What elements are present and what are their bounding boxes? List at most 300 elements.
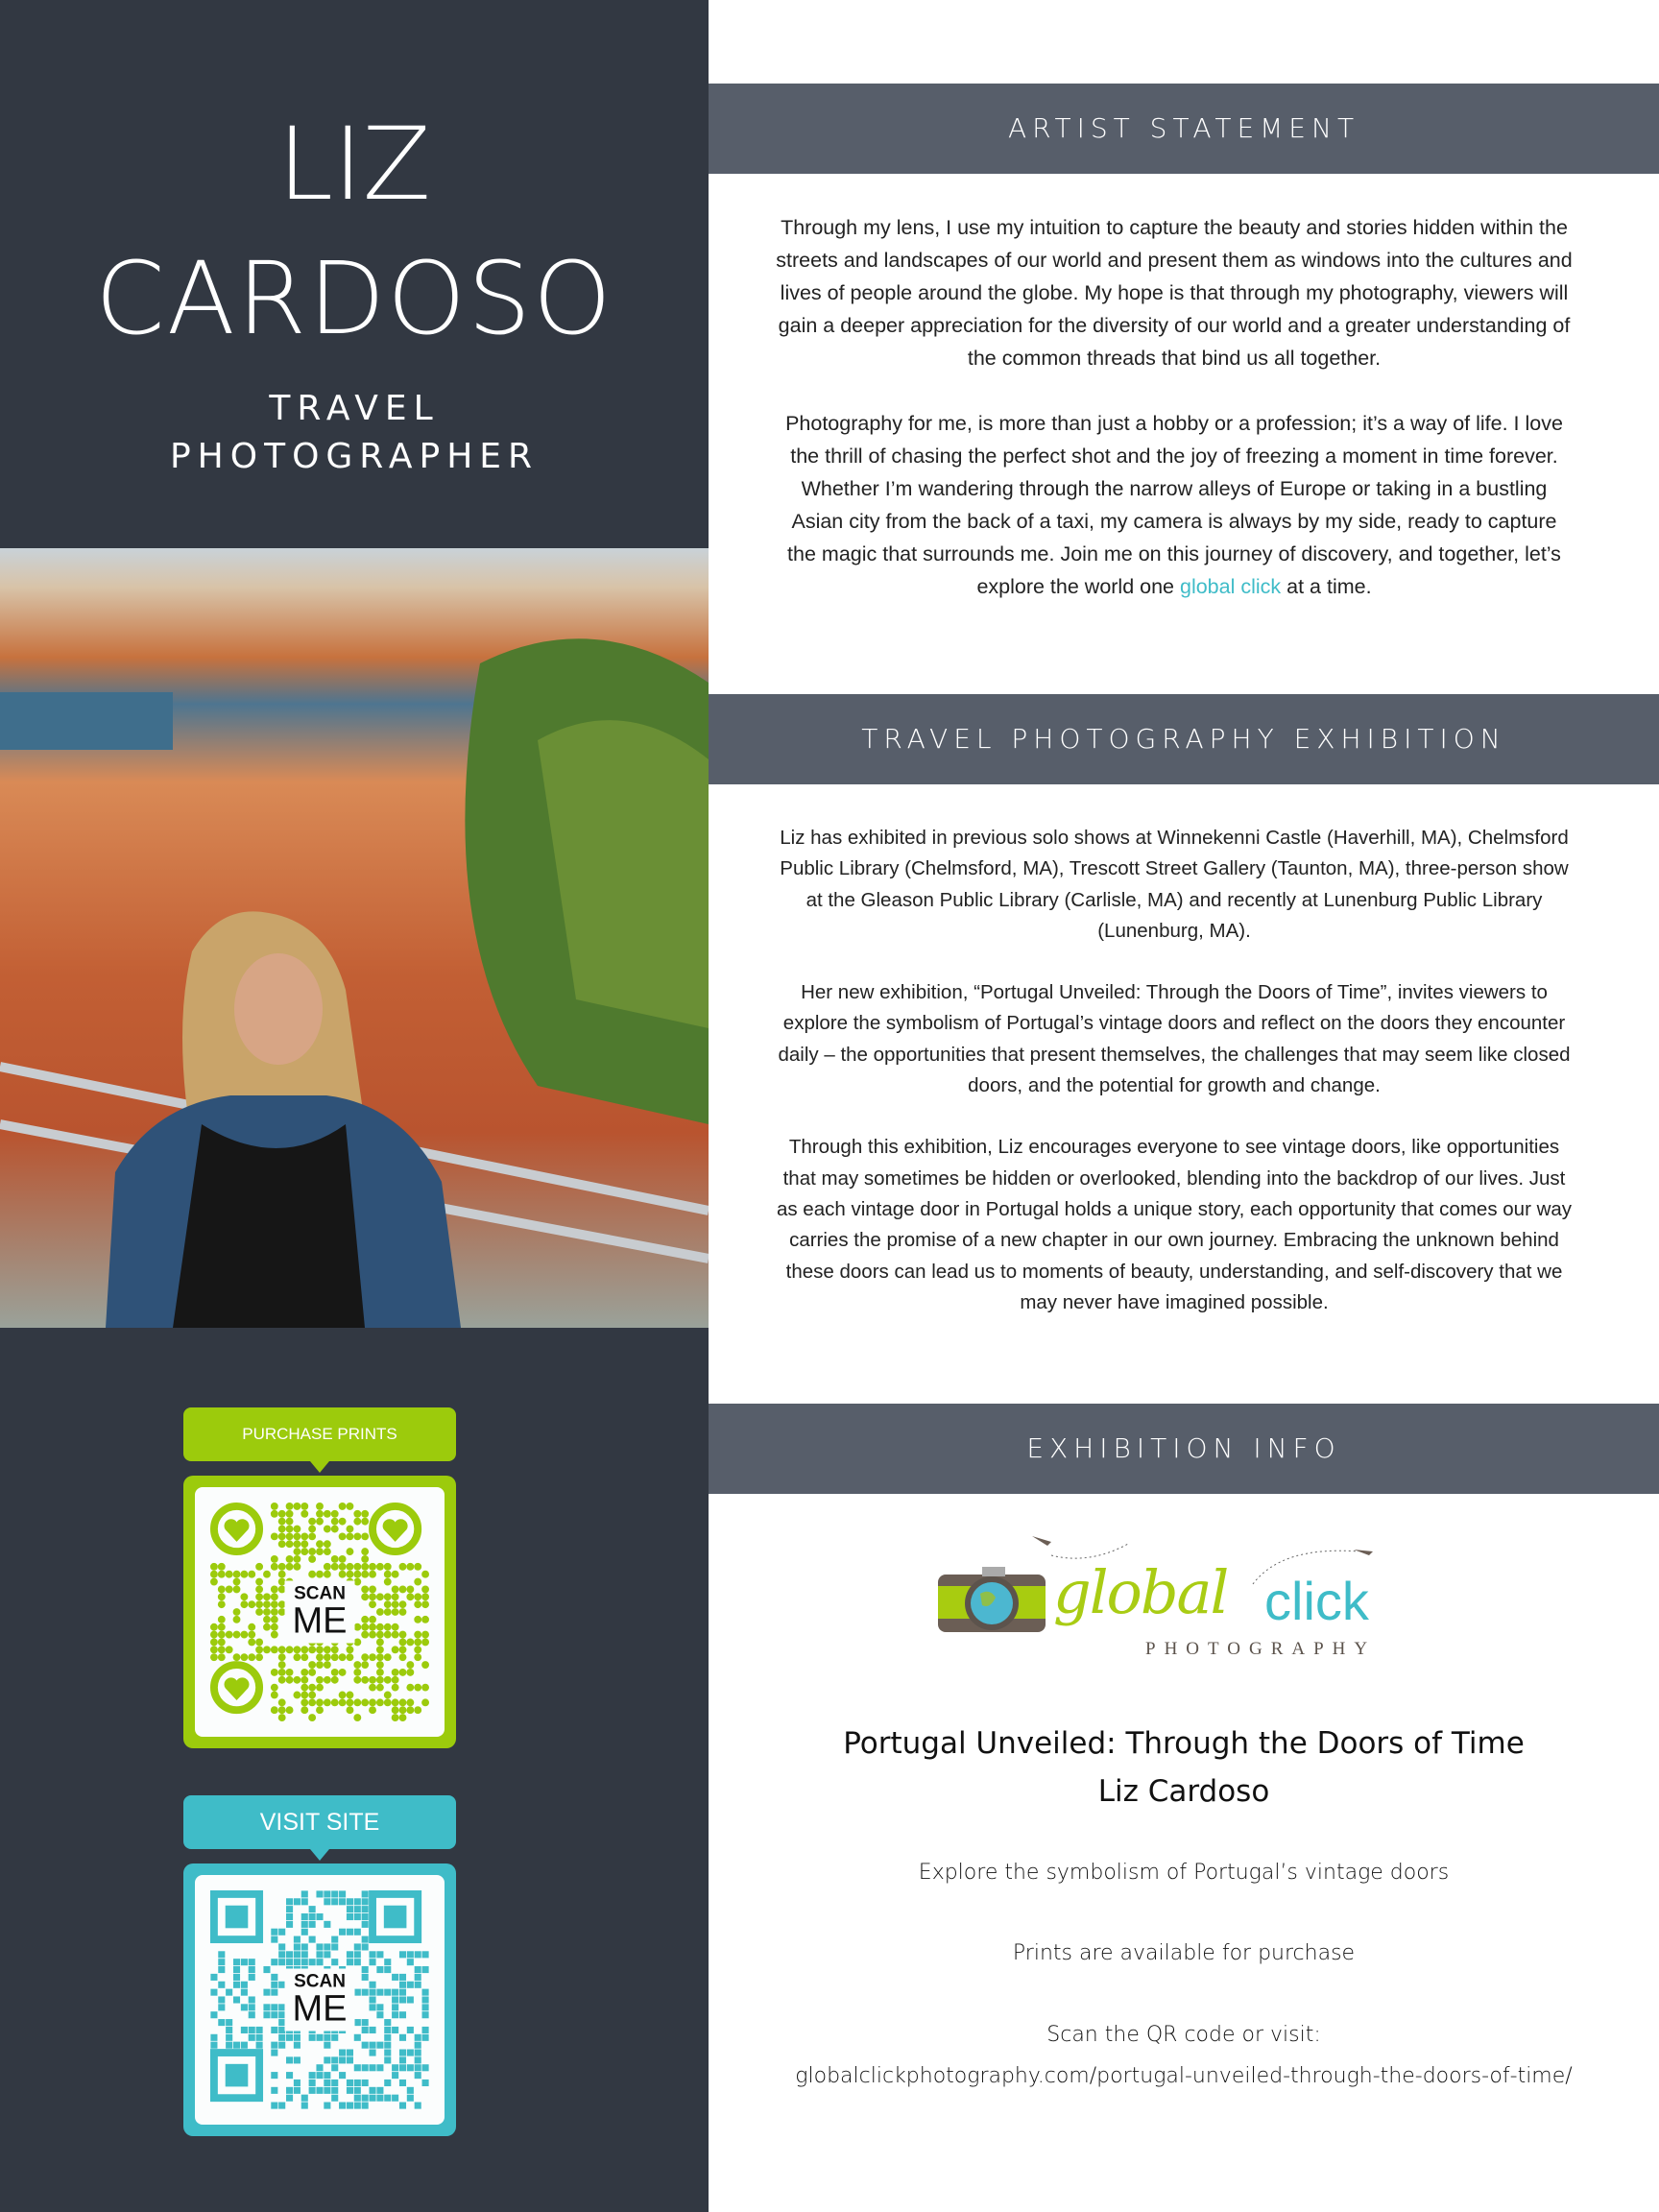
qr-module (392, 1698, 399, 1706)
qr-module (271, 1631, 278, 1639)
qr-module (384, 1600, 392, 1608)
qr-module (226, 2019, 232, 2026)
qr-module (384, 1959, 391, 1965)
qr-module (248, 1623, 255, 1631)
qr-module (407, 2027, 414, 2033)
qr-module (309, 1913, 316, 1920)
qr-module (308, 1692, 316, 1699)
qr-module (354, 1951, 361, 1958)
qr-module (316, 1571, 324, 1578)
qr-module (369, 1593, 376, 1600)
visit-site-label: VISIT SITE (183, 1795, 456, 1849)
qr-module (347, 1571, 354, 1578)
qr-module (414, 1600, 421, 1608)
qr-module (240, 1653, 248, 1661)
qr-module (362, 1936, 369, 1943)
qr-module (324, 2072, 330, 2079)
qr-module (263, 1600, 271, 1608)
qr-module (415, 2064, 421, 2071)
qr-module (271, 1692, 278, 1699)
qr-module (218, 1996, 225, 2003)
qr-module (331, 1959, 338, 1965)
qr-module (218, 1616, 226, 1623)
qr-module (361, 1555, 369, 1563)
exhibit-url-link[interactable]: globalclickphotography.com/portugal-unveiled-through-the-doors-of-time/ (795, 2064, 1573, 2088)
qr-module (271, 1563, 278, 1571)
qr-module (278, 1706, 286, 1714)
qr-module (376, 1698, 384, 1706)
qr-module (369, 2042, 375, 2049)
qr-module (301, 2103, 308, 2109)
qr-module (301, 1646, 308, 1653)
qr-module (407, 1959, 414, 1965)
qr-module (347, 1951, 353, 1958)
qr-module (331, 2056, 338, 2063)
qr-module (249, 2034, 255, 2041)
qr-module (286, 1676, 294, 1684)
qr-module (421, 1593, 429, 1600)
qr-module (362, 2095, 369, 2102)
qr-module (316, 1503, 324, 1510)
global-click-link[interactable]: global click (1179, 575, 1282, 598)
qr-module (414, 1616, 421, 1623)
qr-module (407, 1996, 414, 2003)
qr-module (308, 1646, 316, 1653)
artist-last-name: CARDOSO (95, 240, 613, 357)
qr-module (210, 2011, 217, 2018)
qr-module (369, 1563, 376, 1571)
qr-module (369, 1600, 376, 1608)
qr-module (308, 1532, 316, 1540)
qr-module (392, 1623, 399, 1631)
qr-module (278, 1698, 286, 1706)
qr-module (324, 1898, 330, 1905)
left-panel (0, 0, 709, 2212)
qr-module (331, 1563, 339, 1571)
qr-module (324, 1526, 331, 1533)
qr-module (324, 1943, 330, 1950)
qr-module (249, 1966, 255, 1973)
artist-statement-header: ARTIST STATEMENT (709, 84, 1659, 174)
qr-module (316, 1959, 323, 1965)
qr-module (271, 1585, 278, 1593)
qr-module (384, 2034, 391, 2041)
qr-module (331, 1653, 339, 1661)
qr-module (399, 1639, 407, 1647)
qr-module (399, 2056, 406, 2063)
qr-module (271, 2042, 277, 2049)
qr-module (255, 1653, 263, 1661)
qr-module (316, 2064, 323, 2071)
qr-module (361, 1518, 369, 1526)
qr-module (324, 2034, 330, 2041)
qr-module (331, 1669, 339, 1676)
qr-module (286, 1646, 294, 1653)
qr-module (392, 1989, 398, 1996)
qr-module (271, 2004, 277, 2010)
qr-module (324, 1653, 331, 1661)
qr-module (361, 1676, 369, 1684)
qr-finder-icon (214, 1665, 259, 1710)
qr-module (241, 2004, 248, 2010)
visit-site-qr-code[interactable] (183, 1863, 456, 2136)
qr-module (399, 1631, 407, 1639)
qr-module (414, 1653, 421, 1661)
qr-module (422, 2064, 429, 2071)
qr-module (293, 1532, 301, 1540)
qr-module (331, 2064, 338, 2071)
me-text: ME (292, 1988, 348, 2030)
qr-module (309, 1921, 316, 1928)
qr-module (331, 1510, 339, 1518)
qr-module (339, 1571, 347, 1578)
qr-module (392, 2011, 398, 2018)
qr-module (361, 1616, 369, 1623)
qr-module (414, 1563, 421, 1571)
statement-text: Photography for me, is more than just a hobby or a profession; it’s a way of life. I love the thrill of chasing the perfect shot and the joy of freezing a moment in time forever. Whether I’m wandering through the narrow alleys of Europe or taking in a bustling Asian city from the back of a taxi, my camera is always by my side, ready to capture the magic that surrounds me. Join me on this journey of discovery, and together, let’s explore the world one (785, 412, 1563, 598)
exhibition-paragraph: Her new exhibition, “Portugal Unveiled: Through the Doors of Time”, invites viewers to explore the symbolism of Portugal’s vintage doors and reflect on the doors they encounter daily – the opportunities that present themselves, the challenges that may seem like closed doors, and the potential for growth and change. (778, 981, 1571, 1097)
qr-module (256, 2034, 263, 2041)
qr-module (347, 2103, 353, 2109)
qr-module (392, 2072, 398, 2079)
qr-module (362, 1913, 369, 1920)
qr-module (271, 1989, 277, 1996)
qr-module (210, 1989, 217, 1996)
qr-module (241, 1989, 248, 1996)
qr-module (293, 1563, 301, 1571)
qr-module (331, 1698, 339, 1706)
qr-module (301, 1503, 308, 1510)
qr-module (369, 2064, 375, 2071)
qr-module (369, 1698, 376, 1706)
qr-module (339, 1563, 347, 1571)
qr-module (294, 2087, 301, 2094)
qr-module (339, 1555, 347, 1563)
qr-module (406, 1593, 414, 1600)
qr-module (331, 1898, 338, 1905)
qr-module (324, 1646, 331, 1653)
qr-module (278, 1653, 286, 1661)
qr-module (399, 1714, 407, 1721)
qr-module (233, 1653, 241, 1661)
qr-module (339, 1518, 347, 1526)
qr-module (353, 1714, 361, 1721)
qr-module (376, 1669, 384, 1676)
qr-module (354, 2034, 361, 2041)
qr-module (210, 1578, 218, 1586)
qr-module (218, 1600, 226, 1608)
qr-module (248, 1600, 255, 1608)
qr-module (233, 2042, 240, 2049)
qr-module (233, 1578, 241, 1586)
qr-module (415, 1966, 421, 1973)
qr-module (339, 1503, 347, 1510)
qr-module (286, 1959, 293, 1965)
qr-module (376, 1646, 384, 1653)
qr-module (286, 2095, 293, 2102)
qr-module (369, 1684, 376, 1692)
scan-text: SCAN (294, 1583, 346, 1604)
qr-module (399, 2103, 406, 2109)
qr-module (414, 1631, 421, 1639)
qr-module (293, 1503, 301, 1510)
qr-module (347, 1692, 354, 1699)
qr-module (308, 1714, 316, 1721)
qr-module (226, 1571, 233, 1578)
qr-module (301, 1913, 308, 1920)
qr-module (278, 1540, 286, 1548)
qr-module (294, 2056, 301, 2063)
qr-finder-icon (373, 1506, 418, 1551)
qr-module (286, 1706, 294, 1714)
qr-module (347, 1653, 354, 1661)
qr-module (415, 1951, 421, 1958)
exhibition-header: TRAVEL PHOTOGRAPHY EXHIBITION (709, 694, 1659, 784)
qr-module (362, 1974, 369, 1981)
qr-module (354, 2019, 361, 2026)
qr-module (376, 2064, 383, 2071)
qr-module (392, 1706, 399, 1714)
qr-module (362, 1898, 369, 1905)
qr-module (294, 1959, 301, 1965)
purchase-prints-qr-code[interactable] (183, 1476, 456, 1748)
qr-module (376, 2042, 383, 2049)
qr-module (271, 1929, 277, 1936)
logo-click-text: click (1264, 1571, 1369, 1631)
qr-module (218, 2004, 225, 2010)
qr-module (421, 1616, 429, 1623)
qr-module (309, 1936, 316, 1943)
qr-module (255, 1600, 263, 1608)
artist-subtitle: TRAVEL (269, 389, 440, 428)
qr-module (301, 1706, 308, 1714)
qr-module (294, 1951, 301, 1958)
qr-module (286, 1510, 294, 1518)
me-text: ME (292, 1600, 348, 1642)
qr-module (376, 2087, 383, 2094)
exhibition-paragraph: Through this exhibition, Liz encourages everyone to see vintage doors, like opportunities that may sometimes be hidden or overlooked, blending into the backdrop of our lives. Just as each vintage door in Portugal holds a unique story, each opportunity that comes our way carries the promise of a new chapter in our own journey. Embracing the unknown behind these doors can lead us to moments of beauty, understanding, and self-discovery that we may never have imagined possible. (776, 1136, 1573, 1313)
qr-module (384, 1692, 392, 1699)
qr-module (414, 1684, 421, 1692)
qr-module (407, 2064, 414, 2071)
qr-module (354, 2095, 361, 2102)
qr-module (353, 1661, 361, 1669)
qr-module (369, 1623, 376, 1631)
qr-module (353, 1563, 361, 1571)
qr-module (353, 1676, 361, 1684)
qr-module (324, 1698, 331, 1706)
qr-module (286, 1532, 294, 1540)
qr-module (339, 2049, 346, 2056)
qr-module (294, 1936, 301, 1943)
qr-module (399, 1585, 407, 1593)
qr-module (233, 1966, 240, 1973)
qr-module (354, 2087, 361, 2094)
qr-module (353, 1669, 361, 1676)
qr-module (362, 2103, 369, 2109)
qr-module (233, 1959, 240, 1965)
qr-module (324, 2087, 330, 2094)
qr-module (248, 1631, 255, 1639)
qr-module (339, 1653, 347, 1661)
scan-text: SCAN (294, 1971, 346, 1992)
qr-module (218, 1982, 225, 1988)
qr-module (331, 1943, 338, 1950)
qr-module (293, 1540, 301, 1548)
qr-module (384, 2027, 391, 2033)
qr-module (248, 1653, 255, 1661)
qr-module (316, 1698, 324, 1706)
qr-module (241, 1959, 248, 1965)
qr-module (316, 1913, 323, 1920)
qr-module (399, 1563, 407, 1571)
qr-finder-icon (214, 1894, 259, 1939)
qr-module (301, 1898, 308, 1905)
qr-module (308, 1548, 316, 1555)
qr-module (309, 2034, 316, 2041)
qr-module (293, 1548, 301, 1555)
qr-module (353, 1639, 361, 1647)
qr-module (392, 2027, 398, 2033)
qr-module (415, 2072, 421, 2079)
qr-module (339, 2103, 346, 2109)
qr-module (218, 1593, 226, 1600)
qr-module (218, 1639, 226, 1647)
qr-module (392, 1684, 399, 1692)
qr-module (301, 2095, 308, 2102)
qr-module (263, 1966, 270, 1973)
qr-module (263, 1623, 271, 1631)
qr-module (301, 1921, 308, 1928)
qr-module (376, 1951, 383, 1958)
qr-module (210, 1653, 218, 1661)
qr-module (339, 1898, 346, 1905)
qr-module (354, 1943, 361, 1950)
qr-module (218, 2019, 225, 2026)
qr-module (384, 1578, 392, 1586)
qr-module (301, 1653, 308, 1661)
qr-module (271, 1600, 278, 1608)
qr-module (421, 1631, 429, 1639)
qr-module (316, 1890, 323, 1897)
qr-module (241, 2042, 248, 2049)
qr-module (407, 2087, 414, 2094)
qr-module (301, 1540, 308, 1548)
artist-subtitle: PHOTOGRAPHER (169, 437, 540, 476)
qr-module (271, 1623, 278, 1631)
qr-module (369, 1996, 375, 2003)
qr-module (218, 1646, 226, 1653)
qr-module (369, 2095, 375, 2102)
qr-module (278, 1669, 286, 1676)
qr-module (361, 1532, 369, 1540)
qr-module (384, 1653, 392, 1661)
qr-module (316, 1661, 324, 1669)
qr-module (392, 1585, 399, 1593)
qr-module (384, 1631, 392, 1639)
qr-module (331, 1526, 339, 1533)
qr-module (422, 1951, 429, 1958)
qr-module (347, 1548, 354, 1555)
qr-module (406, 1684, 414, 1692)
qr-module (263, 1608, 271, 1616)
qr-module (347, 2056, 353, 2063)
exhibit-title: Portugal Unveiled: Through the Doors of Time (843, 1726, 1525, 1761)
qr-module (316, 1548, 324, 1555)
qr-module (376, 1563, 384, 1571)
qr-module (399, 1989, 406, 1996)
qr-module (384, 1989, 391, 1996)
qr-module (278, 1532, 286, 1540)
qr-module (271, 2072, 277, 2079)
qr-module (316, 1646, 324, 1653)
qr-module (347, 1646, 354, 1653)
qr-finder-icon (373, 1894, 418, 1939)
qr-module (271, 1959, 277, 1965)
qr-module (392, 1593, 399, 1600)
qr-module (278, 2103, 285, 2109)
qr-module (301, 1929, 308, 1936)
logo-photography-text: PHOTOGRAPHY (1145, 1639, 1377, 1659)
qr-module (316, 1540, 324, 1548)
qr-module (415, 1974, 421, 1981)
qr-module (392, 1669, 399, 1676)
qr-module (293, 1526, 301, 1533)
qr-module (347, 1959, 353, 1965)
qr-module (399, 2064, 406, 2071)
qr-module (301, 1943, 308, 1950)
qr-module (286, 2034, 293, 2041)
qr-module (422, 2004, 429, 2010)
qr-module (233, 1585, 241, 1593)
qr-module (226, 2027, 232, 2033)
qr-module (415, 2103, 421, 2109)
qr-module (210, 1623, 218, 1631)
qr-module (422, 2034, 429, 2041)
qr-module (362, 2080, 369, 2086)
qr-module (278, 1676, 286, 1684)
qr-module (406, 1563, 414, 1571)
qr-module (347, 2080, 353, 2086)
qr-module (286, 1563, 294, 1571)
qr-module (286, 1526, 294, 1533)
qr-module (399, 2049, 406, 2056)
qr-module (392, 2004, 398, 2010)
qr-module (271, 2049, 277, 2056)
qr-module (369, 1571, 376, 1578)
qr-module (324, 1563, 331, 1571)
qr-module (339, 1890, 346, 1897)
qr-module (249, 1959, 255, 1965)
qr-module (255, 1646, 263, 1653)
qr-module (392, 1631, 399, 1639)
qr-module (339, 1532, 347, 1540)
qr-module (362, 2042, 369, 2049)
qr-module (316, 1684, 324, 1692)
qr-module (384, 1676, 392, 1684)
qr-module (347, 1906, 353, 1912)
qr-module (353, 1518, 361, 1526)
qr-module (263, 1646, 271, 1653)
qr-module (218, 1959, 225, 1965)
qr-module (233, 1982, 240, 1988)
qr-module (286, 1921, 293, 1928)
qr-module (422, 1966, 429, 1973)
qr-module (361, 1585, 369, 1593)
qr-module (324, 2103, 330, 2109)
qr-module (278, 2042, 285, 2049)
info-line: Explore the symbolism of Portugal’s vintage doors (918, 1861, 1450, 1885)
